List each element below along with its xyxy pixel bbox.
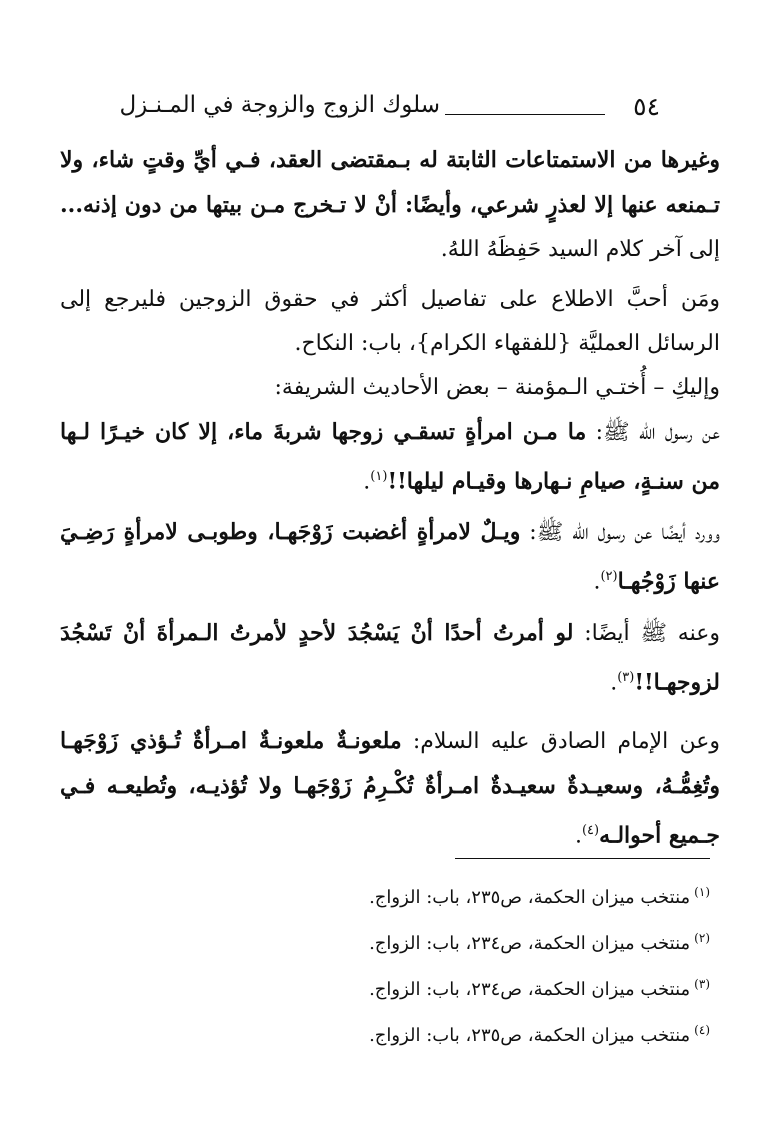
running-title: سلوك الزوج والزوجة في المـنـزل [119,92,440,118]
hadith-text: لو أمرتُ أحدًا أنْ يَسْجُدَ لأحدٍ لأمرتُ الـمرأةَ أنْ تَسْجُدَ لزوجهـا!! [60,619,720,695]
footnote-marker: (٤) [581,822,600,838]
hadith-3: وعنه ﷺ أيضًا: لو أمرتُ أحدًا أنْ يَسْجُدَ لأحدٍ لأمرتُ الـمرأةَ أنْ تَسْجُدَ لزوجهـا!!$^{(٣)}$. [60,619,720,695]
paragraph-continuation: وغيرها من الاستمتاعات الثابتة له بـمقتضى العقد، فـي أيِّ وقتٍ شاء، ولا تـمنعه عنها إلا لعذرٍ شرعي، وأيضًا: أنْ لا تـخرج مـن بيتها من دون إذنه... إلى آخر كلام السيد حَفِظَهُ اللهُ. [60,147,720,262]
page-header [60,92,660,132]
footnotes [280,872,710,1056]
header-rule [445,114,605,115]
footnote-2: $^{(٢)}$منتخب ميزان الحكمة، ص٢٣٤، باب: الزواج. [369,931,710,954]
hadith-text: ما مـن امرأةٍ تسقـي زوجها شربةَ ماء، إلا كان خيـرًا لـها من سنـةٍ، صيامِ نـهارها وقيـام ليلها!! [60,419,720,495]
hadith-4: وعن الإمام الصادق عليه السلام: ملعونـةٌ ملعونـةٌ امـرأةٌ تُـؤذي زَوْجَهـا وتُغِمُّـهُ، وسعيـدةٌ سعيـدةٌ امـرأةٌ تُكْـرِمُ زَوْجَهـا ولا تُؤذيـه، وتُطيعـه فـي جـميع أحوالـه$^{(٤)}$. [60,727,721,849]
quote-text: وغيرها من الاستمتاعات الثابتة له بـمقتضى العقد، فـي أيِّ وقتٍ شاء، ولا تـمنعه عنها إلا لعذرٍ شرعي، وأيضًا: أنْ لا تـخرج مـن بيتها من دون إذنه... [60,147,720,218]
footnote-marker: (٣) [617,669,635,685]
footnote-marker: (٢) [600,569,618,585]
page-body [60,138,720,858]
paragraph-intro: وإليكِ – أُختـي الـمؤمنة – بعض الأحاديث الشريفة: [274,375,720,400]
footnote-3: $^{(٣)}$منتخب ميزان الحكمة، ص٢٣٤، باب: الزواج. [369,977,710,1000]
footnote-marker: (١) [370,469,388,484]
footnote-4: $^{(٤)}$منتخب ميزان الحكمة، ص٢٣٥، باب: الزواج. [369,1023,710,1046]
page-number: ٥٤ [633,92,660,121]
paragraph-reference: ومَن أحبَّ الاطلاع على تفاصيل أكثر في حقوق الزوجين فليرجع إلى الرسائل العمليَّة {للفقهاء الكرام}، باب: النكاح. [60,287,720,356]
footnote-rule [455,858,710,859]
footnote-1: $^{(١)}$منتخب ميزان الحكمة، ص٢٣٥، باب: الزواج. [369,885,710,908]
hadith-text: ويـلٌ لامرأةٍ أغضبت زَوْجَهـا، وطوبـى لامرأةٍ رَضِـيَ عنها زَوْجُهـا [60,519,720,595]
hadith-1: عن رسول الله ﷺ: ما مـن امرأةٍ تسقـي زوجها شربةَ ماء، إلا كان خيـرًا لـها من سنـةٍ، صيامِ نـهارها وقيـام ليلها!!$^{(١)}$. [60,419,720,495]
hadith-2: وورد أيضًا عن رسول الله ﷺ: ويـلٌ لامرأةٍ أغضبت زَوْجَهـا، وطوبـى لامرأةٍ رَضِـيَ عنها زَوْجُهـا$^{(٢)}$. [60,519,720,595]
hadith-text: ملعونـةٌ ملعونـةٌ امـرأةٌ تُـؤذي زَوْجَهـا وتُغِمُّـهُ، وسعيـدةٌ سعيـدةٌ امـرأةٌ تُكْـرِمُ زَوْجَهـا ولا تُؤذيـه، وتُطيعـه فـي جـميع أحوالـه [60,727,721,849]
